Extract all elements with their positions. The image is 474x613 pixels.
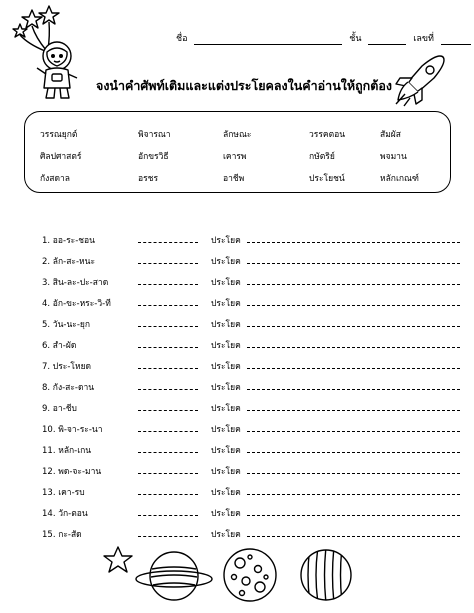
word-bank-word: อักขรวิธี — [138, 152, 169, 162]
exercise-prompt: 14. วัก-ตอน — [42, 509, 88, 519]
student-info — [176, 31, 460, 45]
sentence-answer-blank[interactable] — [247, 263, 460, 264]
rocket-icon — [392, 52, 450, 108]
sentence-answer-blank[interactable] — [247, 368, 460, 369]
word-answer-blank[interactable] — [138, 431, 198, 432]
word-answer-blank[interactable] — [138, 494, 198, 495]
sentence-answer-blank[interactable] — [247, 494, 460, 495]
sentence-answer-blank[interactable] — [247, 515, 460, 516]
astronaut-icon — [10, 4, 90, 102]
exercise-row — [42, 527, 460, 539]
sentence-label: ประโยค — [211, 257, 241, 267]
exercise-row — [42, 359, 460, 371]
striped-planet-icon — [296, 545, 356, 605]
sentence-answer-blank[interactable] — [247, 431, 460, 432]
word-bank-word: พจมาน — [380, 152, 407, 162]
word-bank-word: เคารพ — [223, 152, 247, 162]
exercise-prompt: 8. กัง-สะ-ดาน — [42, 383, 95, 393]
sentence-label: ประโยค — [211, 320, 241, 330]
exercise-row — [42, 317, 460, 329]
sentence-label: ประโยค — [211, 278, 241, 288]
class-label: ชั้น — [349, 34, 362, 44]
number-field[interactable] — [441, 36, 471, 45]
sentence-answer-blank[interactable] — [247, 305, 460, 306]
exercise-prompt: 7. ประ-โหยด — [42, 362, 92, 372]
word-answer-blank[interactable] — [138, 452, 198, 453]
sentence-label: ประโยค — [211, 299, 241, 309]
word-bank-word: ประโยชน์ — [309, 174, 345, 184]
word-answer-blank[interactable] — [138, 305, 198, 306]
name-field[interactable] — [194, 36, 342, 45]
exercise-prompt: 1. ออ-ระ-ชอน — [42, 236, 95, 246]
exercise-row — [42, 233, 460, 245]
ringed-planet-icon — [134, 543, 214, 609]
exercise-prompt: 15. กะ-สัด — [42, 530, 82, 540]
word-bank-word: อาชีพ — [223, 174, 245, 184]
exercise-prompt: 11. หลัก-เกน — [42, 446, 92, 456]
moon-icon — [220, 545, 280, 605]
sentence-label: ประโยค — [211, 425, 241, 435]
exercise-row — [42, 296, 460, 308]
word-bank-word: อรชร — [138, 174, 159, 184]
exercise-row — [42, 464, 460, 476]
exercise-prompt: 9. อา-ชีบ — [42, 404, 77, 414]
exercise-row — [42, 380, 460, 392]
word-answer-blank[interactable] — [138, 347, 198, 348]
exercise-prompt: 6. สำ-ผัด — [42, 341, 77, 351]
exercise-row — [42, 275, 460, 287]
word-bank-word: วรรคตอน — [309, 130, 346, 140]
class-field[interactable] — [368, 36, 406, 45]
word-answer-blank[interactable] — [138, 326, 198, 327]
sentence-label: ประโยค — [211, 383, 241, 393]
word-bank-word: ศิลปศาสตร์ — [40, 152, 82, 162]
word-bank-word: กษัตริย์ — [309, 152, 335, 162]
exercise-prompt: 3. สิน-ละ-ปะ-สาด — [42, 278, 109, 288]
exercise-row — [42, 254, 460, 266]
exercise-prompt: 13. เคา-รบ — [42, 488, 85, 498]
word-answer-blank[interactable] — [138, 515, 198, 516]
word-answer-blank[interactable] — [138, 473, 198, 474]
word-answer-blank[interactable] — [138, 368, 198, 369]
word-answer-blank[interactable] — [138, 389, 198, 390]
sentence-answer-blank[interactable] — [247, 326, 460, 327]
exercise-row — [42, 338, 460, 350]
word-bank-word: ลักษณะ — [223, 130, 252, 140]
sentence-answer-blank[interactable] — [247, 452, 460, 453]
word-answer-blank[interactable] — [138, 536, 198, 537]
sentence-label: ประโยค — [211, 236, 241, 246]
exercise-prompt: 10. พิ-จา-ระ-นา — [42, 425, 103, 435]
exercise-prompt: 5. วัน-นะ-ยุก — [42, 320, 91, 330]
number-label: เลขที่ — [413, 34, 434, 44]
sentence-label: ประโยค — [211, 404, 241, 414]
exercise-row — [42, 422, 460, 434]
word-bank-word: พิจารณา — [138, 130, 171, 140]
sentence-label: ประโยค — [211, 467, 241, 477]
word-answer-blank[interactable] — [138, 284, 198, 285]
word-answer-blank[interactable] — [138, 410, 198, 411]
sentence-answer-blank[interactable] — [247, 242, 460, 243]
word-bank-box — [24, 111, 451, 193]
sentence-answer-blank[interactable] — [247, 347, 460, 348]
sentence-label: ประโยค — [211, 362, 241, 372]
worksheet-title: จงนำคำศัพท์เติมและแต่งประโยคลงในคำอ่านให้ถูกต้อง — [96, 78, 392, 93]
sentence-answer-blank[interactable] — [247, 389, 460, 390]
sentence-answer-blank[interactable] — [247, 284, 460, 285]
word-bank-word: หลักเกณฑ์ — [380, 174, 419, 184]
sentence-answer-blank[interactable] — [247, 473, 460, 474]
exercise-row — [42, 401, 460, 413]
word-answer-blank[interactable] — [138, 242, 198, 243]
star-icon — [102, 545, 134, 575]
word-answer-blank[interactable] — [138, 263, 198, 264]
sentence-label: ประโยค — [211, 488, 241, 498]
sentence-answer-blank[interactable] — [247, 410, 460, 411]
exercise-prompt: 2. ลัก-สะ-หนะ — [42, 257, 96, 267]
exercise-prompt: 4. อัก-ขะ-หระ-วิ-ที — [42, 299, 111, 309]
word-bank-word: กังสดาล — [40, 174, 70, 184]
name-label: ชื่อ — [176, 34, 188, 44]
word-bank-word: วรรณยุกต์ — [40, 130, 78, 140]
sentence-label: ประโยค — [211, 509, 241, 519]
word-bank-word: สัมผัส — [380, 130, 401, 140]
exercise-row — [42, 485, 460, 497]
exercise-prompt: 12. พด-จะ-มาน — [42, 467, 102, 477]
sentence-label: ประโยค — [211, 341, 241, 351]
sentence-label: ประโยค — [211, 446, 241, 456]
exercise-row — [42, 443, 460, 455]
exercise-row — [42, 506, 460, 518]
sentence-label: ประโยค — [211, 530, 241, 540]
sentence-answer-blank[interactable] — [247, 536, 460, 537]
